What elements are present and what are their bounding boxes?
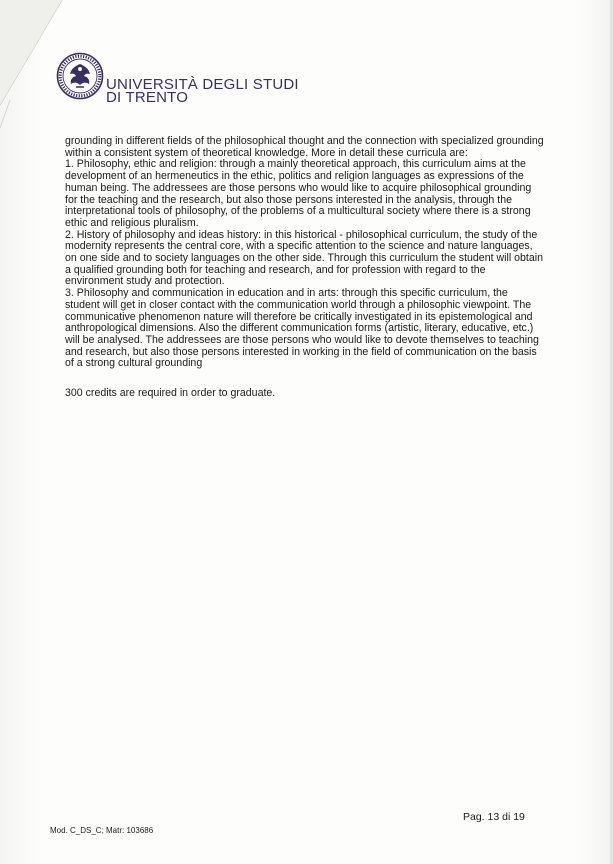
text-line: for the teaching and the research, but also those persons interested in the analysis, through the bbox=[65, 193, 512, 206]
text-line: 1. Philosophy, ethic and religion: through a mainly theoretical approach, this curriculum aims at the bbox=[65, 158, 526, 171]
page-number: Pag. 13 di 19 bbox=[463, 811, 525, 823]
credits-note: 300 credits are required in order to graduate. bbox=[65, 387, 276, 399]
university-seal-icon bbox=[56, 52, 104, 100]
footer-form-code: Mod. C_DS_C; Matr: 103686 bbox=[50, 826, 154, 835]
body-text bbox=[65, 136, 543, 370]
text-line: and research, but also those persons interested in working in the field of communication on the basis bbox=[65, 345, 537, 358]
text-line: 3. Philosophy and communication in education and in arts: through this specific curriculum, the bbox=[65, 287, 508, 300]
text-line: interpretational tools of philosophy, of the problems of a multicultural society where there is a strong bbox=[65, 205, 531, 218]
text-line: on one side and to society languages on the other side. Through this curriculum the student will obtain bbox=[65, 252, 543, 265]
text-line: will be analysed. The addressees are those persons who would like to devote themselves to teaching bbox=[65, 333, 539, 346]
university-name bbox=[106, 78, 299, 104]
text-line: ethic and religious pluralism. bbox=[65, 216, 199, 229]
university-name-line1: UNIVERSITÀ DEGLI STUDI bbox=[106, 76, 299, 93]
text-line: anthropological dimensions. Also the different communication forms (artistic, literary, educative, etc.) bbox=[65, 322, 534, 335]
text-line: 2. History of philosophy and ideas history: in this historical - philosophical curriculum, the study of the bbox=[65, 228, 538, 241]
text-line: human being. The addressees are those persons who would like to acquire philosophical grounding bbox=[65, 181, 532, 194]
text-line: modernity represents the central core, with a specific attention to the science and nature languages, bbox=[65, 240, 533, 253]
text-line: student will get in closer contact with the communication world through a philosophic viewpoint. The bbox=[65, 298, 532, 311]
text-line: grounding in different fields of the philosophical thought and the connection with specialized grounding bbox=[65, 135, 544, 147]
text-line: a qualified grounding both for teaching and research, and for profession with regard to the bbox=[65, 263, 486, 276]
text-line: of a strong cultural grounding bbox=[65, 357, 203, 370]
text-line: communicative phenomenon nature will therefore be critically investigated in its epistemological and bbox=[65, 310, 533, 323]
university-name-line2: DI TRENTO bbox=[106, 89, 189, 106]
text-line: within a consistent system of theoretical knowledge. More in detail these curricula are: bbox=[65, 146, 468, 159]
text-line: environment study and protection. bbox=[65, 275, 225, 288]
text-line: development of an hermeneutics in the ethic, politics and religion languages as expressions of the bbox=[65, 170, 524, 183]
